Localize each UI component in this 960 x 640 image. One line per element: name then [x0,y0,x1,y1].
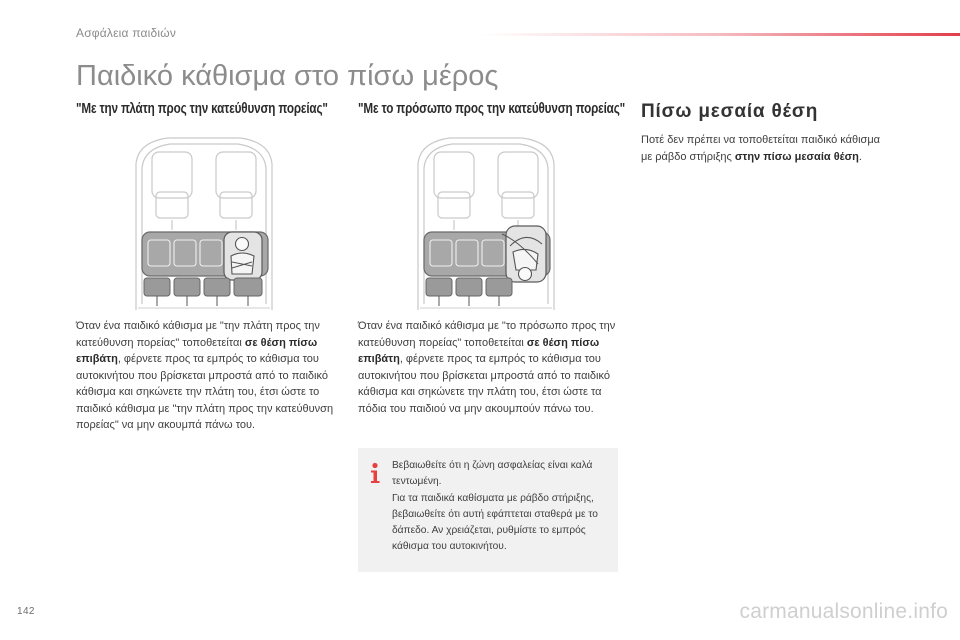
info-icon [368,462,382,484]
info-note-line-1: Βεβαιωθείτε ότι η ζώνη ασφαλείας είναι καλά τεντωμένη. [392,460,593,488]
forward-facing-text-bold: σε θέση πίσω επιβάτη [358,336,600,365]
header-rule [480,33,960,36]
rear-middle-text-2: . [858,150,862,163]
page-title: Παιδικό κάθισμα στο πίσω μέρος [76,60,499,92]
rear-middle-heading: Πίσω μεσαία θέση [641,101,819,122]
info-note-text [392,458,614,556]
forward-facing-text-1: Όταν ένα παιδικό κάθισμα με "το πρόσωπο προς την κατεύθυνση πορείας" τοποθετείται [358,320,616,349]
rear-facing-text-2: , φέρνετε προς τα εμπρός το κάθισμα του αυτοκινήτου που βρίσκεται μπροστά από το παιδικό κάθισμα και σηκώνετε την πλάτη του, έτσι ώστε το παιδικό κάθισμα με "την πλάτη προς την κατεύθυνση πορείας" να μην ακουμπά πάνω του. [76,353,334,431]
rear-middle-text-1: Ποτέ δεν πρέπει να τοποθετείται παιδικό κάθισμα με ράβδο στήριξης [641,134,881,163]
rear-facing-text-bold: σε θέση πίσω επιβάτη [76,336,318,365]
watermark: carmanualsonline.info [739,600,948,623]
page-number: 142 [17,606,35,617]
rear-facing-heading: "Με την πλάτη προς την κατεύθυνση πορείας" [76,100,328,117]
forward-facing-text-2: , φέρνετε προς τα εμπρός το κάθισμα του αυτοκινήτου που βρίσκεται μπροστά από το παιδικό κάθισμα και σηκώνετε την πλάτη του, έτσι ώστε τα πόδια του παιδιού να μην ακουμπούν πάνω του. [358,353,610,415]
forward-facing-heading: "Με το πρόσωπο προς την κατεύθυνση πορείας" [358,100,626,117]
rear-facing-paragraph [76,318,346,434]
info-note [358,448,618,572]
rear-middle-text-bold: στην πίσω μεσαία θέση [734,150,859,163]
info-note-line-2: Για τα παιδικά καθίσματα με ράβδο στήριξης, βεβαιωθείτε ότι αυτή εφάπτεται σταθερά με το δάπεδο. Αν χρειάζεται, ρυθμίστε το εμπρός κάθισμα του αυτοκινήτου. [392,492,598,553]
rear-facing-text-1: Όταν ένα παιδικό κάθισμα με "την πλάτη προς την κατεύθυνση πορείας" τοποθετείται [76,320,320,349]
rear-facing-seat-illustration [128,134,280,310]
rear-middle-paragraph [641,132,881,165]
running-header: Ασφάλεια παιδιών [76,26,177,40]
forward-facing-seat-illustration [410,134,562,310]
forward-facing-paragraph [358,318,626,417]
